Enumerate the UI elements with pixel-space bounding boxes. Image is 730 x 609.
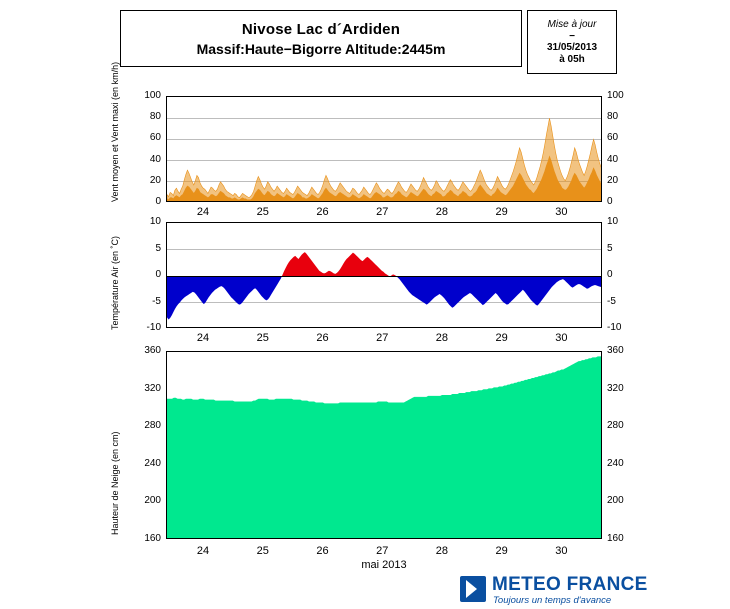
y-tick-label: 320 [144, 382, 161, 394]
y-tick-label: 0 [607, 196, 613, 207]
wind-axis-label: Vent moyen et Vent maxi (en km/h) [110, 61, 120, 202]
x-axis-title: mai 2013 [361, 559, 407, 571]
y-tick-label: 280 [144, 420, 161, 432]
y-tick-label: 80 [149, 111, 161, 123]
y-tick-label: -5 [607, 295, 616, 307]
y-tick-label: 320 [607, 382, 624, 394]
y-tick-label: 0 [155, 196, 161, 207]
title-box [120, 10, 522, 67]
y-tick-label: 10 [149, 216, 161, 227]
x-tick-label: 24 [196, 206, 210, 218]
logo-title: METEO FRANCE [492, 574, 648, 595]
page-subtitle: Massif:Haute−Bigorre Altitude:2445m [196, 40, 446, 57]
x-tick-label: 27 [376, 206, 389, 218]
update-dash: − [569, 30, 575, 42]
x-tick-label: 26 [316, 206, 329, 218]
y-tick-label: 5 [607, 242, 613, 254]
y-tick-label: 360 [144, 345, 161, 356]
y-tick-label: 200 [607, 495, 624, 507]
logo-tagline: Toujours un temps d'avance [493, 595, 612, 606]
meteo-france-flag-icon [460, 576, 486, 602]
y-tick-label: 100 [607, 90, 624, 101]
y-tick-label: 20 [149, 174, 161, 186]
x-tick-label: 25 [256, 545, 269, 557]
x-tick-label: 27 [376, 545, 389, 557]
y-tick-label: 100 [144, 90, 161, 101]
y-tick-label: 10 [607, 216, 619, 227]
x-tick-label: 30 [555, 545, 568, 557]
x-tick-label: 28 [435, 206, 449, 218]
x-tick-label: 29 [495, 545, 508, 557]
x-tick-label: 24 [196, 545, 210, 557]
page-title: Nivose Lac d´Ardiden [241, 20, 401, 38]
update-label: Mise à jour [547, 19, 597, 30]
y-tick-label: 5 [155, 242, 161, 254]
snow-axis-label: Hauteur de Neige (en cm) [110, 431, 120, 535]
y-tick-label: 20 [607, 174, 619, 186]
chart-series [167, 352, 601, 538]
y-tick-label: -5 [152, 295, 161, 307]
x-tick-label: 26 [316, 545, 329, 557]
y-tick-label: 200 [144, 495, 161, 507]
x-tick-label: 25 [256, 206, 269, 218]
snow-chart-panel [166, 351, 602, 539]
meteo-france-logo [460, 574, 710, 606]
y-tick-label: 40 [149, 153, 161, 165]
update-box [527, 10, 617, 74]
update-date: 31/05/2013 [546, 42, 598, 53]
y-tick-label: 280 [607, 420, 624, 432]
update-time: à 05h [559, 53, 585, 65]
y-tick-label: 0 [607, 269, 613, 280]
zero-line [167, 276, 601, 277]
y-tick-label: 160 [607, 533, 624, 544]
temperature-chart-panel [166, 222, 602, 328]
y-tick-label: -10 [146, 322, 161, 333]
y-tick-label: 240 [144, 457, 161, 469]
y-tick-label: 60 [607, 132, 619, 144]
y-tick-label: 360 [607, 345, 624, 356]
y-tick-label: 160 [144, 533, 161, 544]
y-tick-label: 0 [155, 269, 161, 280]
x-tick-label: 26 [316, 332, 329, 344]
x-tick-label: 29 [495, 206, 508, 218]
x-tick-label: 30 [555, 332, 568, 344]
x-tick-label: 24 [196, 332, 210, 344]
x-tick-label: 29 [495, 332, 508, 344]
x-tick-label: 25 [256, 332, 269, 344]
temperature-axis-label: Température Air (en ˚C) [110, 235, 120, 330]
y-tick-label: 40 [607, 153, 619, 165]
chart-series [167, 97, 601, 201]
y-tick-label: 80 [607, 111, 619, 123]
x-tick-label: 30 [555, 206, 568, 218]
y-tick-label: -10 [607, 322, 622, 333]
x-tick-label: 27 [376, 332, 389, 344]
x-tick-label: 28 [435, 545, 449, 557]
y-tick-label: 240 [607, 457, 624, 469]
wind-chart-panel [166, 96, 602, 202]
y-tick-label: 60 [149, 132, 161, 144]
x-tick-label: 28 [435, 332, 449, 344]
